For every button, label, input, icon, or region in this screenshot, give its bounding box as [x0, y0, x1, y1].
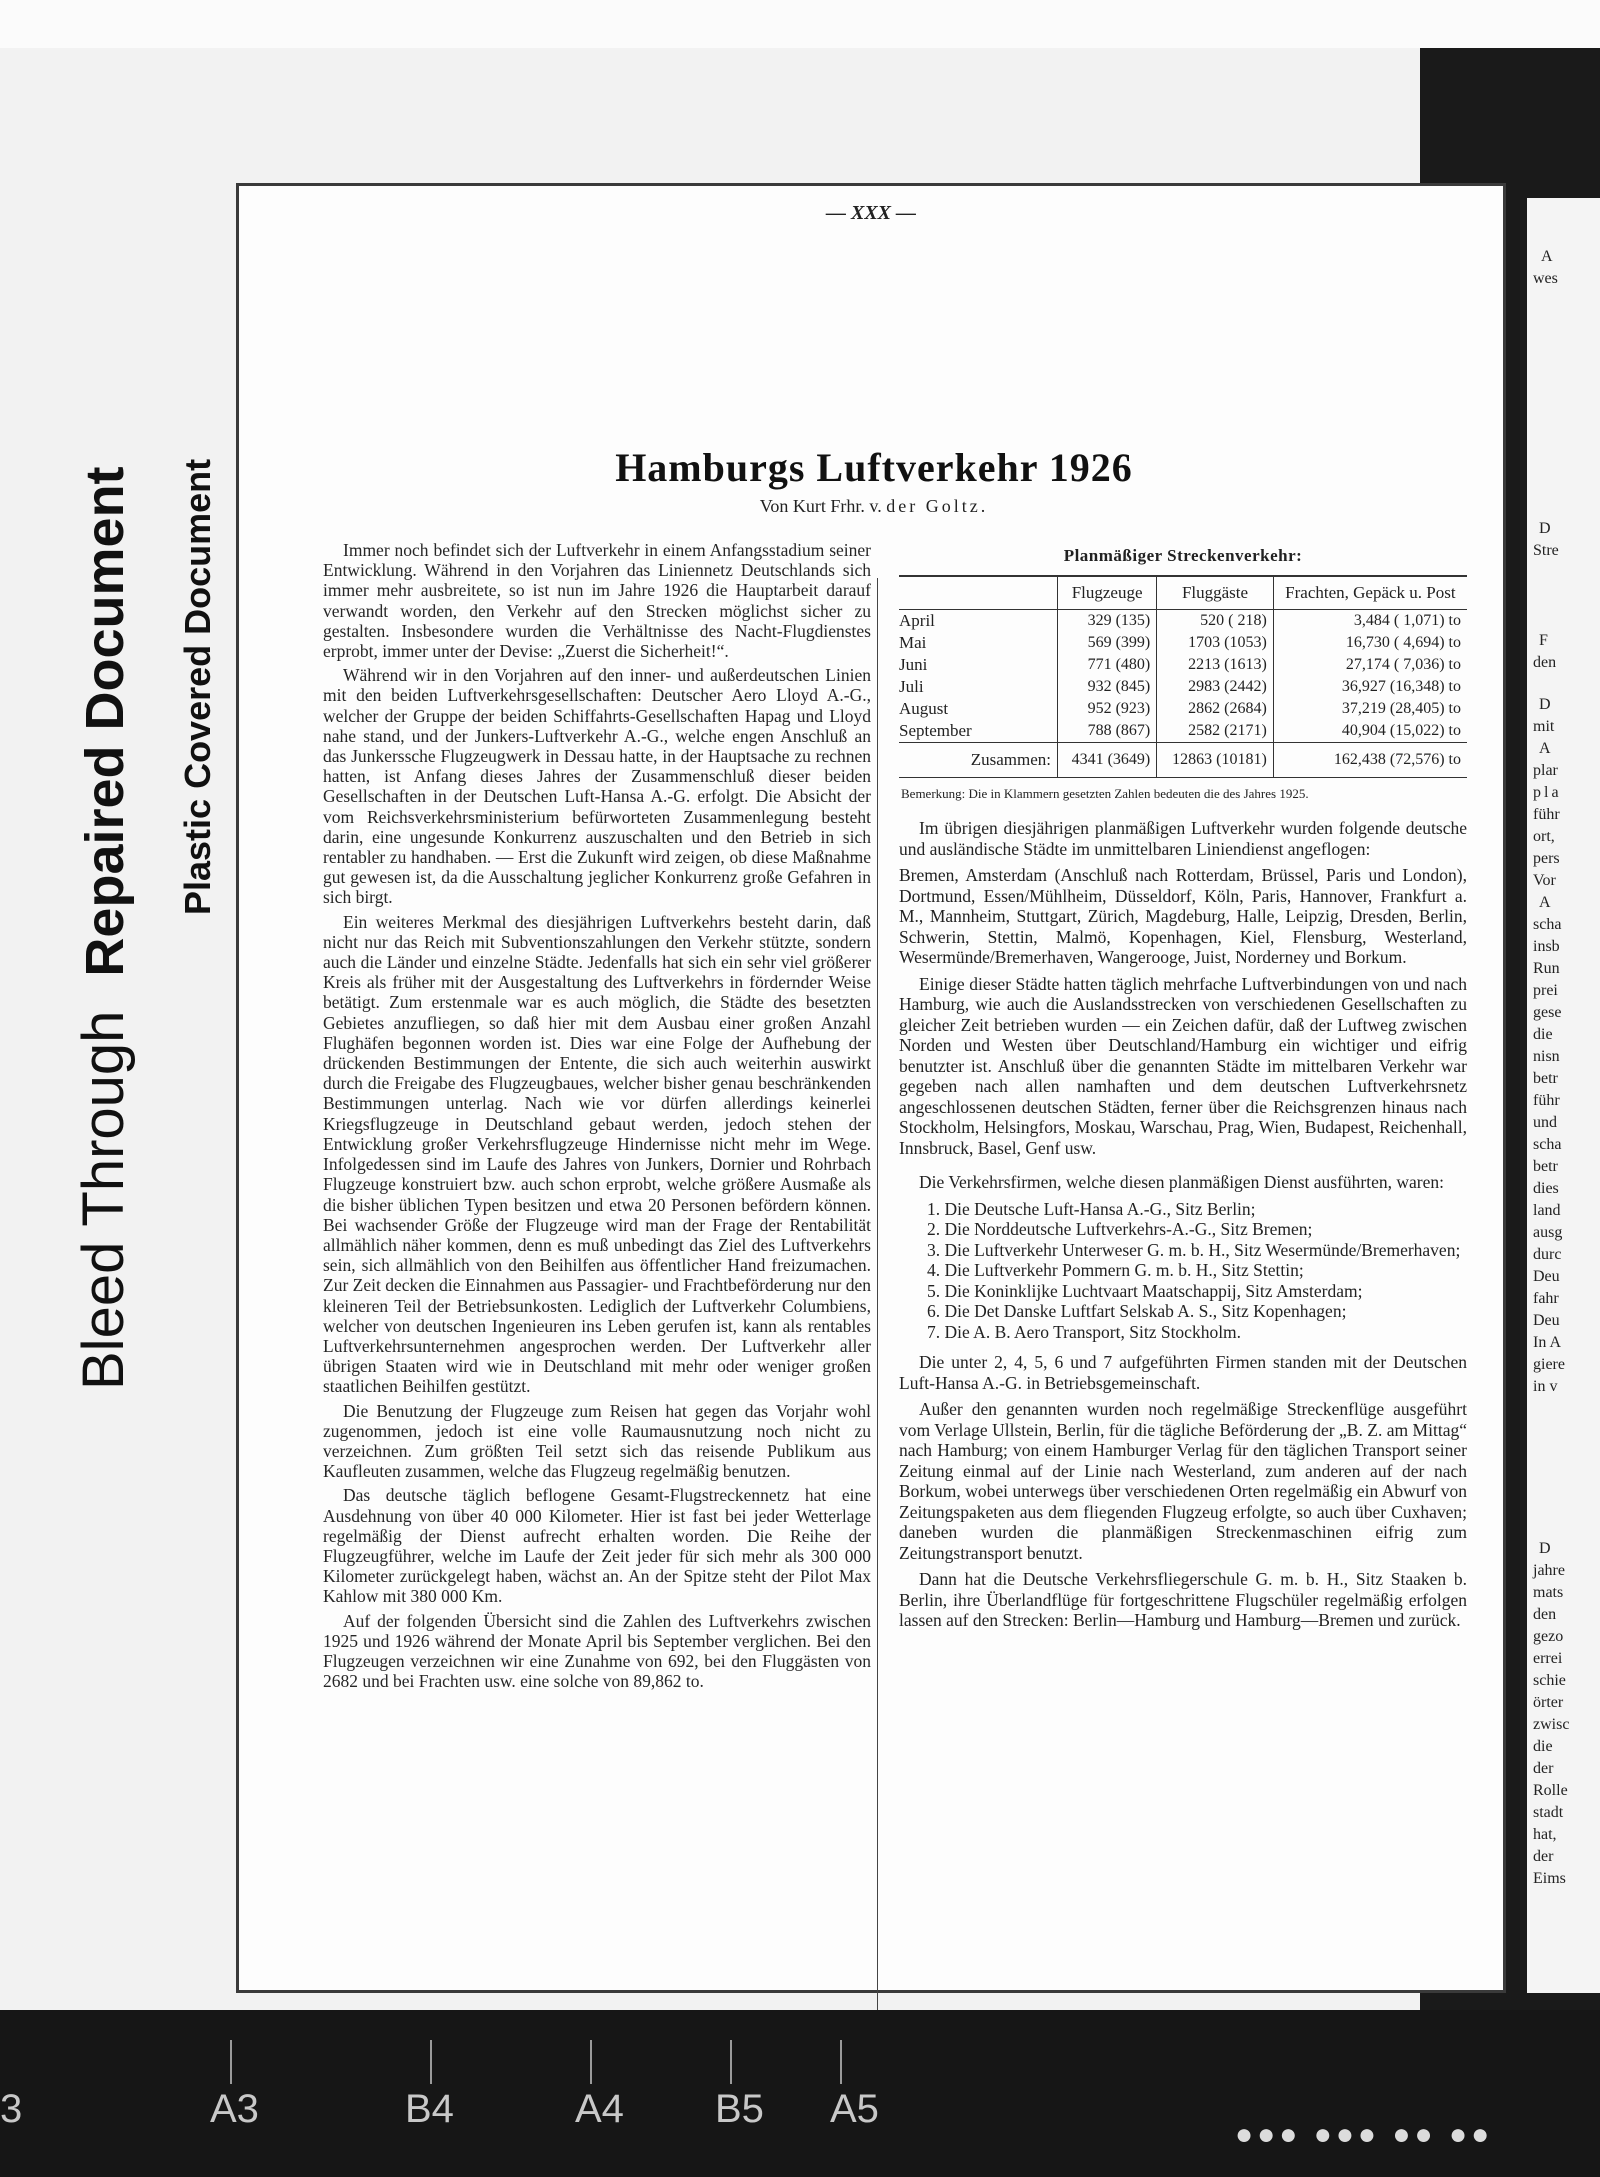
next-page-fragment: land [1533, 1202, 1561, 1219]
next-page-fragment: schie [1533, 1672, 1566, 1689]
next-page-fragment: der [1533, 1848, 1554, 1865]
next-page-fragment: A [1539, 894, 1551, 911]
next-page-fragment: Vor [1533, 872, 1556, 889]
next-page-fragment: jahre [1533, 1562, 1565, 1579]
scan-label-repaired-document: Repaired Document [75, 466, 135, 977]
next-page-fragment: mats [1533, 1584, 1564, 1601]
paragraph: Die Benutzung der Flugzeuge zum Reisen hat gegen das Vorjahr wohl zugenommen, jedoch ist eine volle Raumausnutzung noch nicht zu verzeichnen. Zum größten Teil setzt sich das reisende Publikum aus Kaufleuten zusammen, welche das Flugzeug regelmäßig benutzen. [323, 1400, 871, 1482]
cell-flugzeuge: 952 (923) [1058, 698, 1157, 720]
next-page-fragment: die [1533, 1026, 1553, 1043]
cell-fluggaeste: 2582 (2171) [1157, 720, 1274, 743]
list-item: 4. Die Luftverkehr Pommern G. m. b. H., Sitz Stettin; [927, 1260, 1304, 1280]
list-item: 5. Die Koninklijke Luchtvaart Maatschappij, Sitz Amsterdam; [927, 1280, 1363, 1301]
ruler-tick [590, 2040, 592, 2084]
next-page-fragment: In A [1533, 1334, 1561, 1351]
cell-frachten: 36,927 (16,348) to [1273, 676, 1467, 698]
list-item: 3. Die Luftverkehr Unterweser G. m. b. H., Sitz Wesermünde/Bremerhaven; [927, 1239, 1461, 1260]
next-page-fragment: F [1539, 632, 1548, 649]
cell-month: Mai [899, 632, 927, 652]
ruler-tick [230, 2040, 232, 2084]
next-page-fragment: betr [1533, 1158, 1558, 1175]
next-page-fragment: führ [1533, 1092, 1560, 1109]
cell-fluggaeste: 520 ( 218) [1157, 609, 1274, 632]
left-column [323, 540, 871, 1695]
paragraph: Die Verkehrsfirmen, welche diesen planmäßigen Dienst ausführten, waren: [919, 1172, 1444, 1192]
column-divider [877, 578, 878, 2074]
paragraph: Auf der folgenden Übersicht sind die Zahlen des Luftverkehrs zwischen 1925 und 1926 während der Monate April bis September verglichen. Bei den Flugzeugen verzeichnen wir eine Zunahme von 692, bei den Fluggästen von 2682 und bei Frachten usw. eine solche von 89,862 to. [323, 1610, 871, 1692]
ruler-tick [430, 2040, 432, 2084]
next-page-fragment: D [1539, 696, 1551, 713]
next-page-fragment: Rolle [1533, 1782, 1568, 1799]
next-page-fragment: der [1533, 1760, 1554, 1777]
ruler-dots: ●●● ●●● ●● ●● [1235, 2118, 1494, 2151]
table-header-row [899, 576, 1467, 610]
next-page-fragment: A [1539, 740, 1551, 757]
next-page-fragment: den [1533, 1606, 1557, 1623]
cell-month: August [899, 698, 949, 718]
cell-total-label: Zusammen: [899, 742, 1058, 777]
next-page-fragment: durc [1533, 1246, 1562, 1263]
cell-flugzeuge: 771 (480) [1058, 654, 1157, 676]
next-page-fragment: scha [1533, 1136, 1562, 1153]
list-item: 7. Die A. B. Aero Transport, Sitz Stockholm. [927, 1321, 1242, 1342]
next-page-fragment: Deu [1533, 1268, 1560, 1285]
next-page-fragment: betr [1533, 1070, 1558, 1087]
next-page-fragment: wes [1533, 270, 1558, 287]
paragraph: Immer noch befindet sich der Luftverkehr in einem Anfangsstadium seiner Entwicklung. Während in den Vorjahren das Liniennetz Deutschlands sich immer mehr ausbreitete, so ist nun im Jahre 1926 die Hauptarbeit darauf verwandt worden, den Verkehr auf den Strecken möglichst sicher zu gestalten. Insbesondere wurden die Verhältnisse des Nacht-Flugdienstes erprobt, immer unter der Devise: „Zuerst die Sicherheit!“. [323, 540, 871, 662]
next-page-fragment: die [1533, 1738, 1553, 1755]
cell-fluggaeste: 2862 (2684) [1157, 698, 1274, 720]
table-row [899, 698, 1467, 720]
list-item: 1. Die Deutsche Luft-Hansa A.-G., Sitz Berlin; [927, 1198, 1256, 1219]
cell-month: September [899, 720, 972, 740]
table-row [899, 632, 1467, 654]
next-page-fragment: zwisc [1533, 1716, 1570, 1733]
table-row [899, 609, 1467, 632]
cell-frachten: 40,904 (15,022) to [1273, 720, 1467, 743]
next-page-fragment: und [1533, 1114, 1557, 1131]
article-byline [239, 496, 1509, 517]
table-row [899, 676, 1467, 698]
cell-fluggaeste: 1703 (1053) [1157, 632, 1274, 654]
cell-flugzeuge: 569 (399) [1058, 632, 1157, 654]
paragraph: Außer den genannten wurden noch regelmäßige Streckenflüge ausgeführt vom Verlage Ullstein, Berlin, für die tägliche Beförderung der „B. Z. am Mittag“ nach Hamburg; von einem Hamburger Verlag für den täglichen Transport seiner Zeitung einmal auf der Linie nach Westerland, zum anderen auf der nach Borkum, wobei unterwegs über verschiedenen Orten regelmäßig ein Abwurf von Zeitungspaketen aus dem fliegenden Flugzeug erfolgte, so auch über Cuxhaven; daneben wurden die planmäßigen Streckenmaschinen eifrig zum Zeitungstransport benutzt. [899, 1399, 1467, 1563]
traffic-table [899, 575, 1467, 778]
next-page-fragment: gezo [1533, 1628, 1564, 1645]
city-list: Bremen, Amsterdam (Anschluß nach Rotterdam, Brüssel, Paris und London), Dortmund, Essen/Mühlheim, Düsseldorf, Köln, Paris, Hannover, Frankfurt a. M., Mannheim, Stuttgart, Zürich, Magdeburg, Halle, Leipzig, Dresden, Berlin, Schwerin, Stettin, Malmö, Kopenhagen, Kiel, Flensburg, Westerland, Wesermünde/Bremerhaven, Wangerooge, Juist, Norderney und Borkum. [899, 865, 1467, 967]
paragraph: Ein weiteres Merkmal des diesjährigen Luftverkehrs besteht darin, daß nicht nur das Reich mit Subventionszahlungen den Verkehr stützte, sondern auch die Länder und einzelne Städte. Jedenfalls hat sich ein sehr viel größerer Kreis als früher mit der Ausgestaltung des Luftverkehrs in fördernder Weise betätigt. Zum erstenmale war es auch möglich, die Städte des besetzten Gebietes anzufliegen, so daß hier mit dem Ausbau einer großen Anzahl Flughäfen begonnen worden ist. Dies war eine Folge der Aufhebung der drückenden Bestimmungen der Entente, die sich auch weiterhin auswirkt durch die Freigabe des Flugzeugbaues, welcher bisher genau beschränkenden Bestimmungen unterlag. Nach wie vor dürfen allerdings keinerlei Kriegsflugzeuge in Deutschland gebaut werden, jedoch stehen der Entwicklung großer Verkehrsflugzeuge Hindernisse nicht mehr im Wege. Infolgedessen sind im Laufe des Jahres von Junkers, Dornier und Rohrbach Flugzeuge konstruiert bzw. auch schon erprobt, welche größere Ausmaße als die bisher üblichen Typen besitzen und etwa 20 Personen befördern können. Bei wachsender Größe der Flugzeuge wird man der Frage der Rentabilität allmählich näher kommen, denn es muß unbedingt das Ziel des Luftverkehrs sein, sich allmählich von den Beihilfen aus öffentlicher Hand freizumachen. Zur Zeit decken die Einnahmen aus Passagier- und Frachtbeförderung nur den kleineren Teil der Betriebsunkosten. Lediglich der Luftverkehr Columbiens, welcher von deutschen Ingenieuren ins Leben gerufen ist, kann als rentables Luftverkehrsunternehmen angesprochen werden. Der Luftverkehr aller übrigen Staaten wird wie in Deutschland mit mehr oder weniger großen staatlichen Beihilfen gestützt. [323, 911, 871, 1397]
table-header-flugzeuge: Flugzeuge [1058, 576, 1157, 610]
ruler-label: 3 [0, 2087, 23, 2131]
cell-frachten: 3,484 ( 1,071) to [1273, 609, 1467, 632]
table-total-row [899, 742, 1467, 777]
firm-list [899, 1199, 1467, 1343]
scanner-top-strip [0, 0, 1600, 48]
cell-month: Juni [899, 654, 928, 674]
table-header-frachten: Frachten, Gepäck u. Post [1273, 576, 1467, 610]
document-page [236, 183, 1506, 1993]
cell-flugzeuge: 329 (135) [1058, 609, 1157, 632]
ruler-label: A4 [575, 2087, 624, 2131]
paragraph: Das deutsche täglich beflogene Gesamt-Flugstreckennetz hat eine Ausdehnung von über 40 000 Kilometer. Hier ist fast bei jeder Wetterlage regelmäßig der Dienst aufrecht erhalten worden. Die Reihe der Flugzeugführer, welche im Laufe der Zeit jeder für sich mehr als 300 000 Kilometer zurückgelegt haben, wächst an. An der Spitze steht der Pilot Max Kahlow mit 380 000 Km. [323, 1485, 871, 1607]
next-page-fragment: D [1539, 520, 1551, 537]
list-item: 6. Die Det Danske Luftfart Selskab A. S., Sitz Kopenhagen; [927, 1301, 1347, 1321]
next-page-fragment: fahr [1533, 1290, 1559, 1307]
ruler-label: B5 [715, 2087, 764, 2131]
next-page-fragment: dies [1533, 1180, 1559, 1197]
scan-label-line-1 [71, 466, 136, 1390]
next-page-fragment: örter [1533, 1694, 1564, 1711]
ruler-label: A5 [830, 2087, 879, 2131]
cell-total-frachten: 162,438 (72,576) to [1273, 742, 1467, 777]
next-page-edge [1527, 198, 1600, 1993]
next-page-fragment: Eims [1533, 1870, 1566, 1887]
article-title: Hamburgs Luftverkehr 1926 [615, 445, 1133, 490]
table-header-fluggaeste: Fluggäste [1157, 576, 1274, 610]
next-page-fragment: insb [1533, 938, 1560, 955]
next-page-fragment: A [1541, 248, 1553, 265]
cell-month: Juli [899, 676, 924, 696]
cell-total-fluggaeste: 12863 (10181) [1157, 742, 1274, 777]
next-page-fragment: Deu [1533, 1312, 1560, 1329]
cell-fluggaeste: 2213 (1613) [1157, 654, 1274, 676]
byline-prefix: Von Kurt Frhr. v. [759, 496, 882, 516]
paragraph: Einige dieser Städte hatten täglich mehrfache Luftverbindungen von und nach Hamburg, wie auch die Auslandsstrecken von verschiedenen Gesellschaften zu gleicher Zeit betrieben wurden — ein Zeichen dafür, daß der Luftweg zwischen Norden und Westen über Deutschland/Hamburg ein wichtiger und eifrig benutzter ist. Anschluß über die genannten Städte im mittelbaren Verkehr war gegeben nach allen namhaften und dem deutschen Luftverkehrsnetz angeschlossenen deutschen Städten, ferner über die Reichsgrenzen hinaus nach Stockholm, Helsingfors, Moskau, Warschau, Prag, Wien, Budapest, Reichenhall, Innsbruck, Basel, Genf usw. [899, 973, 1467, 1158]
next-page-fragment: nisn [1533, 1048, 1560, 1065]
next-page-fragment: Run [1533, 960, 1560, 977]
ruler-label: A3 [210, 2087, 259, 2131]
cell-total-flugzeuge: 4341 (3649) [1058, 742, 1157, 777]
table-title: Planmäßiger Streckenverkehr: [1063, 546, 1303, 565]
right-column [899, 546, 1467, 1637]
cell-frachten: 37,219 (28,405) to [1273, 698, 1467, 720]
ruler-tick [840, 2040, 842, 2084]
paragraph: Während wir in den Vorjahren auf den inner- und außerdeutschen Linien mit den beiden Luftverkehrsgesellschaften: Deutscher Aero Lloyd A.-G., welcher der Gruppe der beiden Schiffahrts-Gesellschaften Hapag und Lloyd nahe stand, und der Junkers-Luftverkehr A.-G., welche engen Anschluß an das Junkerssche Flugzeugwerk in Dessau hatte, in der Hauptsache zu rechnen hatten, ist Anfang dieses Jahres der Zusammenschluß dieser beiden Gesellschaften in der Deutschen Luft-Hansa A.-G. erfolgt. Die Absicht der vom Reichsverkehrsministerium befürworteten Zusammenlegung besteht darin, eine ungesunde Konkurrenz auszuschalten und den Betrieb in sich rentabler zu handhaben. — Erst die Zukunft wird zeigen, ob diese Maßnahme gut gewesen ist, da die Ausschaltung jeglicher Konkurrenz große Gefahren in sich birgt. [323, 665, 871, 908]
next-page-fragment: den [1533, 654, 1557, 671]
next-page-fragment: pers [1533, 850, 1560, 867]
next-page-fragment: giere [1533, 1356, 1565, 1373]
next-page-fragment: in v [1533, 1378, 1558, 1395]
paragraph: Dann hat die Deutsche Verkehrsfliegerschule G. m. b. H., Sitz Staaken b. Berlin, ihre Überlandflüge für fortgeschrittene Flugschüler regelmäßig erfolgen lassen auf den Strecken: Berlin—Hamburg und Hamburg—Bremen und zurück. [899, 1569, 1467, 1630]
next-page-fragment: ort, [1533, 828, 1555, 845]
next-page-fragment: mit [1533, 718, 1555, 735]
next-page-fragment: D [1539, 1540, 1551, 1557]
list-item: 2. Die Norddeutsche Luftverkehrs-A.-G., Sitz Bremen; [927, 1219, 1313, 1239]
scan-label-line-2: Plastic Covered Document [177, 458, 218, 915]
next-page-fragment: gese [1533, 1004, 1562, 1021]
ruler-tick [730, 2040, 732, 2084]
next-page-fragment: hat, [1533, 1826, 1557, 1843]
byline-name: der Goltz. [886, 496, 989, 516]
table-note: Bemerkung: Die in Klammern gesetzten Zahlen bedeuten die des Jahres 1925. [901, 785, 1309, 801]
next-page-fragment: errei [1533, 1650, 1563, 1667]
cell-fluggaeste: 2983 (2442) [1157, 676, 1274, 698]
next-page-fragment: prei [1533, 982, 1558, 999]
next-page-fragment: scha [1533, 916, 1562, 933]
next-page-fragment: führ [1533, 806, 1560, 823]
next-page-fragment: pla [1533, 784, 1562, 801]
cell-flugzeuge: 932 (845) [1058, 676, 1157, 698]
table-row [899, 654, 1467, 676]
cell-frachten: 27,174 ( 7,036) to [1273, 654, 1467, 676]
table-header-month [899, 576, 1058, 610]
next-page-fragment: stadt [1533, 1804, 1564, 1821]
page-number: — XXX — [825, 202, 917, 224]
scan-label-bleed-through: Bleed Through [71, 1010, 136, 1390]
next-page-fragment: plar [1533, 762, 1558, 779]
ruler-label: B4 [405, 2087, 454, 2131]
table-row [899, 720, 1467, 743]
next-page-fragment: Stre [1533, 542, 1559, 559]
cell-flugzeuge: 788 (867) [1058, 720, 1157, 743]
paragraph: Im übrigen diesjährigen planmäßigen Luftverkehr wurden folgende deutsche und ausländische Städte im unmittelbaren Liniendienst angeflogen: [899, 818, 1467, 859]
paragraph: Die unter 2, 4, 5, 6 und 7 aufgeführten Firmen standen mit der Deutschen Luft-Hansa A.-G. in Betriebsgemeinschaft. [899, 1352, 1467, 1393]
next-page-fragment: ausg [1533, 1224, 1563, 1241]
cell-month: April [899, 610, 935, 630]
cell-frachten: 16,730 ( 4,694) to [1273, 632, 1467, 654]
